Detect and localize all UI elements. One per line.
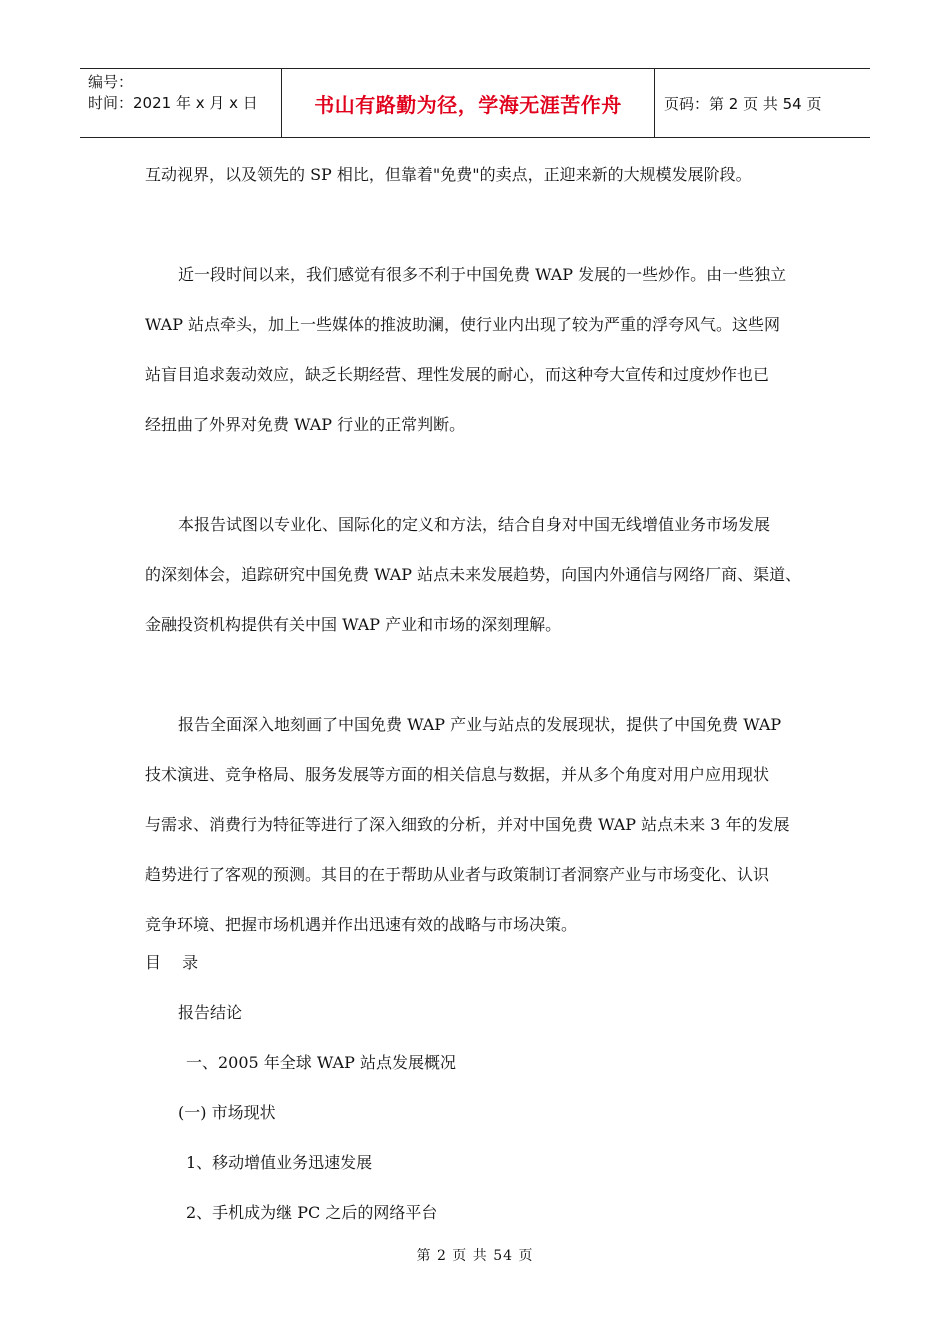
- paragraph-line: 金融投资机构提供有关中国 WAP 产业和市场的深刻理解。: [145, 615, 562, 634]
- paragraph-line: 近一段时间以来，我们感觉有很多不利于中国免费 WAP 发展的一些炒作。由一些独立: [178, 265, 787, 284]
- paragraph-line: 竞争环境、把握市场机遇并作出迅速有效的战略与市场决策。: [145, 915, 578, 934]
- paragraph: [145, 500, 815, 650]
- paragraph-line: 技术演进、竞争格局、服务发展等方面的相关信息与数据，并从多个角度对用户应用现状: [145, 765, 770, 784]
- toc-title: 目 录: [145, 953, 207, 972]
- header-info-cell: [80, 69, 282, 137]
- paragraph-line: 本报告试图以专业化、国际化的定义和方法，结合自身对中国无线增值业务市场发展: [178, 515, 771, 534]
- document-time-label: 时间：2021 年 x 月 x 日: [88, 94, 258, 112]
- page-footer-number: 第 2 页 共 54 页: [416, 1248, 534, 1264]
- toc-item: 一、2005 年全球 WAP 站点发展概况: [186, 1053, 456, 1072]
- document-number-label: 编号：: [88, 73, 134, 91]
- toc-item: 报告结论: [178, 1003, 243, 1022]
- paragraph-line: 站盲目追求轰动效应，缺乏长期经营、理性发展的耐心，而这种夸大宣传和过度炒作也已: [145, 365, 770, 384]
- paragraph-line: 经扭曲了外界对免费 WAP 行业的正常判断。: [145, 415, 466, 434]
- paragraph-line: 报告全面深入地刻画了中国免费 WAP 产业与站点的发展现状，提供了中国免费 WAP: [178, 715, 782, 734]
- toc-item: 1、移动增值业务迅速发展: [186, 1153, 373, 1172]
- toc-item: (一) 市场现状: [178, 1103, 276, 1122]
- paragraph-line: 的深刻体会，追踪研究中国免费 WAP 站点未来发展趋势，向国内外通信与网络厂商、渠道、: [145, 565, 802, 584]
- page-header: [80, 68, 870, 138]
- paragraph-line: WAP 站点牵头，加上一些媒体的推波助澜，使行业内出现了较为严重的浮夸风气。这些网: [145, 315, 781, 334]
- header-motto: 书山有路勤为径，学海无涯苦作舟: [282, 69, 655, 137]
- header-page-code: 页码：第 2 页 共 54 页: [664, 94, 822, 113]
- paragraph: [145, 250, 815, 450]
- paragraph: [145, 700, 815, 950]
- paragraph-line: 与需求、消费行为特征等进行了深入细致的分析，并对中国免费 WAP 站点未来 3 年的发展: [145, 815, 790, 834]
- paragraph-line: 趋势进行了客观的预测。其目的在于帮助从业者与政策制订者洞察产业与市场变化、认识: [145, 865, 770, 884]
- paragraph-line: 互动视界，以及领先的 SP 相比，但靠着"免费"的卖点，正迎来新的大规模发展阶段。: [145, 165, 752, 184]
- body-text: [145, 150, 815, 950]
- toc-item: 2、手机成为继 PC 之后的网络平台: [186, 1203, 438, 1222]
- paragraph-continuation: [145, 150, 815, 200]
